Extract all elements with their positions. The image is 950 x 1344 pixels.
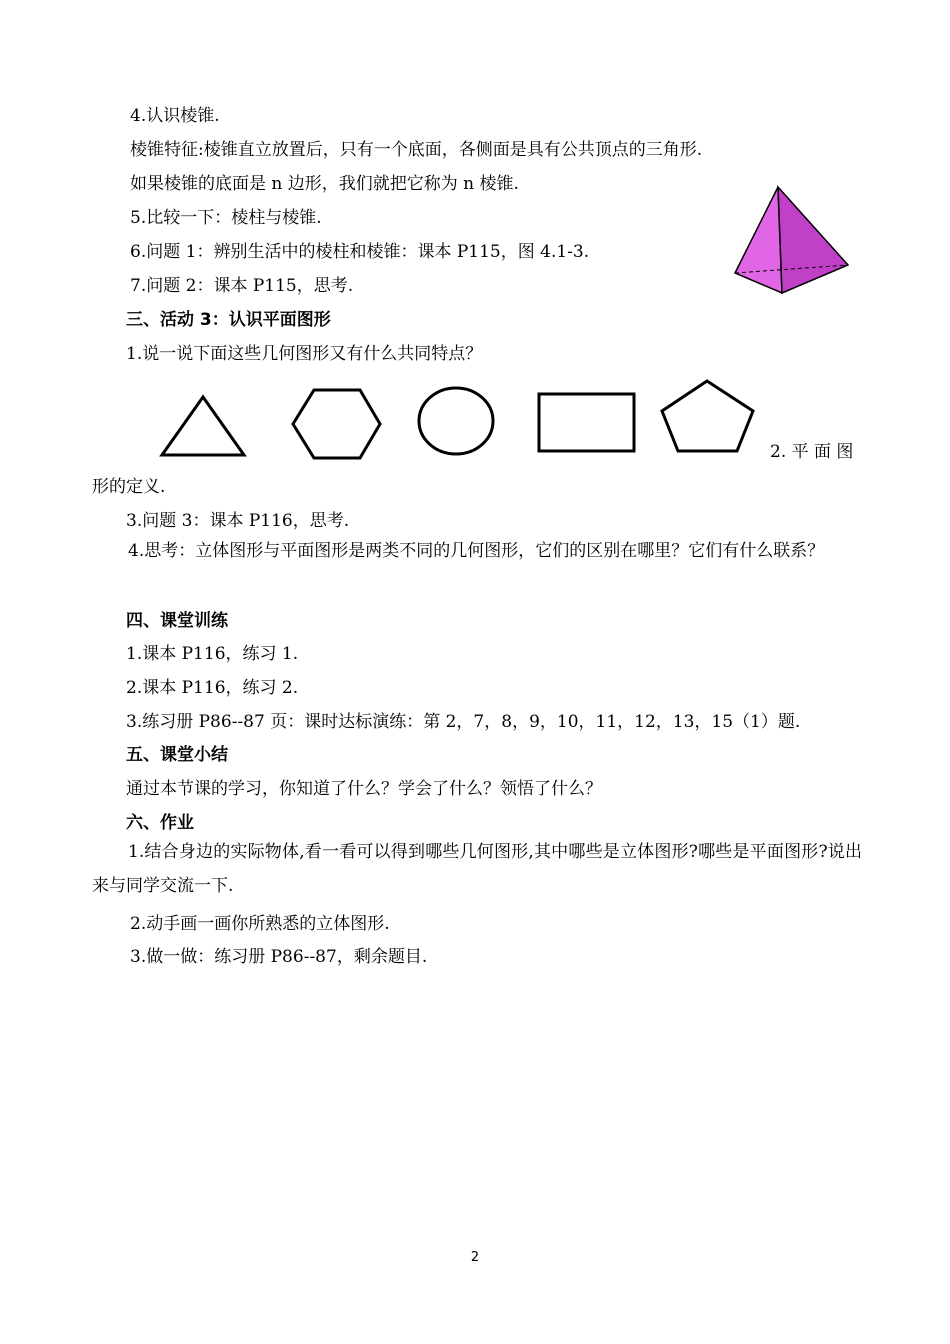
section-4-item-2: 2.课本 P116，练习 2. — [126, 678, 299, 698]
item-5: 5.比较一下：棱柱与棱锥. — [130, 208, 322, 228]
pentagon-shape — [662, 381, 753, 451]
section-6-item-2: 2.动手画一画你所熟悉的立体图形. — [130, 914, 390, 934]
section-6-item-3: 3.做一做：练习册 P86--87，剩余题目. — [130, 947, 428, 967]
item-7: 7.问题 2：课本 P115，思考. — [130, 276, 354, 296]
section-3-item-4: 4.思考：立体图形与平面图形是两类不同的几何图形，它们的区别在哪里？它们有什么联系？ — [128, 541, 825, 561]
hexagon-shape — [293, 390, 380, 458]
section-3-item-1: 1.说一说下面这些几何图形又有什么共同特点？ — [126, 344, 483, 364]
section-3-heading: 三、活动 3：认识平面图形 — [126, 310, 331, 330]
rectangle-shape — [539, 394, 634, 451]
item-6: 6.问题 1：辨别生活中的棱柱和棱锥：课本 P115，图 4.1-3. — [130, 242, 590, 262]
triangle-shape — [162, 397, 244, 455]
circle-shape — [419, 388, 493, 454]
section-4-item-1: 1.课本 P116，练习 1. — [126, 644, 299, 664]
pyramid-feature-text: 棱锥特征:棱锥直立放置后，只有一个底面，各侧面是具有公共顶点的三角形. — [130, 140, 703, 160]
item-4: 4.认识棱锥. — [130, 106, 220, 126]
pyramid-illustration — [730, 183, 855, 298]
section-3-item-2-part2: 形的定义. — [92, 477, 166, 497]
pyramid-side-face — [778, 187, 848, 293]
section-5-text: 通过本节课的学习，你知道了什么？学会了什么？领悟了什么？ — [126, 779, 602, 799]
plane-shapes-figure — [150, 373, 770, 463]
section-4-item-3: 3.练习册 P86--87 页：课时达标演练：第 2，7，8，9，10，11，12，13，15（1）题. — [126, 712, 801, 732]
page-number: 2 — [470, 1250, 480, 1265]
section-3-item-2-part1: 2. 平 面 图 — [770, 442, 854, 462]
section-3-item-3: 3.问题 3：课本 P116，思考. — [126, 511, 350, 531]
pyramid-naming-text: 如果棱锥的底面是 n 边形，我们就把它称为 n 棱锥. — [130, 174, 519, 194]
section-6-item-1: 1.结合身边的实际物体,看一看可以得到哪些几何图形,其中哪些是立体图形?哪些是平面图形?说出来与同学交流一下. — [92, 842, 862, 896]
section-5-heading: 五、课堂小结 — [126, 745, 228, 765]
section-4-heading: 四、课堂训练 — [126, 611, 228, 631]
section-6-heading: 六、作业 — [126, 813, 194, 833]
pyramid-front-face — [735, 187, 782, 293]
